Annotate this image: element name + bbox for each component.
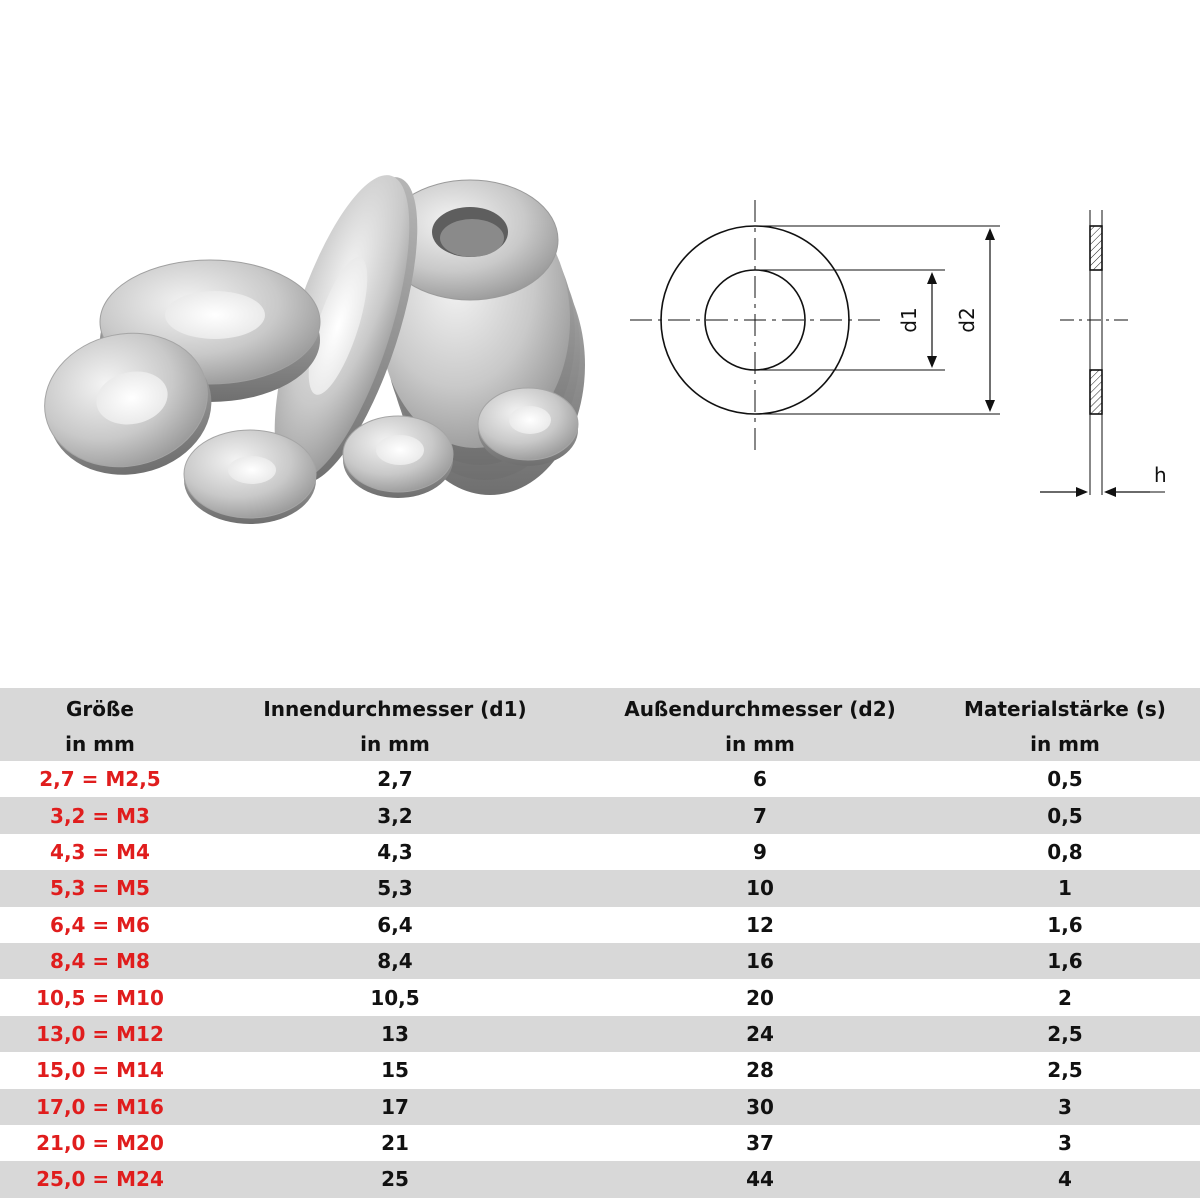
washer-size-table [0,688,1200,1198]
washer-small-1 [184,430,316,524]
washer-dimension-diagram [620,170,1180,530]
size-cell: 8,4 = M8 [0,943,200,979]
d1-cell: 15 [200,1052,590,1088]
table-header-row [0,688,1200,726]
size-cell: 2,7 = M2,5 [0,761,200,797]
size-cell: 5,3 = M5 [0,870,200,906]
size-cell: 17,0 = M16 [0,1089,200,1125]
d2-cell: 6 [590,761,930,797]
d1-cell: 25 [200,1161,590,1197]
d1-cell: 13 [200,1016,590,1052]
header-outer-diameter: Außendurchmesser (d2) [590,688,930,726]
thickness-cell: 1,6 [930,907,1200,943]
header-size-unit: in mm [0,726,200,761]
header-inner-diameter: Innendurchmesser (d1) [200,688,590,726]
product-photo [20,150,620,570]
table-row [0,1125,1200,1161]
d1-cell: 6,4 [200,907,590,943]
table-row [0,1161,1200,1197]
washer-small-3 [478,388,578,466]
thickness-cell: 3 [930,1125,1200,1161]
d2-cell: 37 [590,1125,930,1161]
table-unit-row [0,726,1200,761]
thickness-cell: 4 [930,1161,1200,1197]
d2-cell: 12 [590,907,930,943]
size-cell: 10,5 = M10 [0,979,200,1015]
table-row [0,1089,1200,1125]
d1-cell: 5,3 [200,870,590,906]
washer-small-2 [343,416,453,498]
d2-cell: 24 [590,1016,930,1052]
header-outer-diameter-unit: in mm [590,726,930,761]
size-cell: 6,4 = M6 [0,907,200,943]
thickness-cell: 3 [930,1089,1200,1125]
header-thickness-unit: in mm [930,726,1200,761]
section-lower [1090,370,1102,414]
header-inner-diameter-unit: in mm [200,726,590,761]
thickness-cell: 0,5 [930,797,1200,833]
table-row [0,870,1200,906]
table-row [0,761,1200,797]
d1-cell: 3,2 [200,797,590,833]
d2-cell: 20 [590,979,930,1015]
d2-cell: 16 [590,943,930,979]
d1-cell: 8,4 [200,943,590,979]
thickness-cell: 2 [930,979,1200,1015]
table-row [0,1052,1200,1088]
d1-cell: 21 [200,1125,590,1161]
size-cell: 4,3 = M4 [0,834,200,870]
size-cell: 13,0 = M12 [0,1016,200,1052]
thickness-cell: 2,5 [930,1016,1200,1052]
table-row [0,907,1200,943]
thickness-cell: 0,5 [930,761,1200,797]
table-row [0,834,1200,870]
size-cell: 15,0 = M14 [0,1052,200,1088]
table-row [0,1016,1200,1052]
d2-cell: 28 [590,1052,930,1088]
thickness-cell: 0,8 [930,834,1200,870]
thickness-cell: 1,6 [930,943,1200,979]
technical-drawing [620,170,1180,530]
d2-cell: 10 [590,870,930,906]
size-cell: 25,0 = M24 [0,1161,200,1197]
size-cell: 3,2 = M3 [0,797,200,833]
d1-cell: 4,3 [200,834,590,870]
header-thickness: Materialstärke (s) [930,688,1200,726]
d1-cell: 2,7 [200,761,590,797]
d2-cell: 44 [590,1161,930,1197]
d2-cell: 30 [590,1089,930,1125]
d1-cell: 17 [200,1089,590,1125]
d1-cell: 10,5 [200,979,590,1015]
d1-label: d1 [897,307,921,333]
table-row [0,943,1200,979]
h-label: h [1154,463,1167,487]
table-row [0,979,1200,1015]
washers-illustration [20,150,620,570]
thickness-cell: 1 [930,870,1200,906]
header-size: Größe [0,688,200,726]
size-cell: 21,0 = M20 [0,1125,200,1161]
thickness-cell: 2,5 [930,1052,1200,1088]
section-upper [1090,226,1102,270]
d2-cell: 9 [590,834,930,870]
table-row [0,797,1200,833]
d2-label: d2 [955,307,979,333]
d2-cell: 7 [590,797,930,833]
